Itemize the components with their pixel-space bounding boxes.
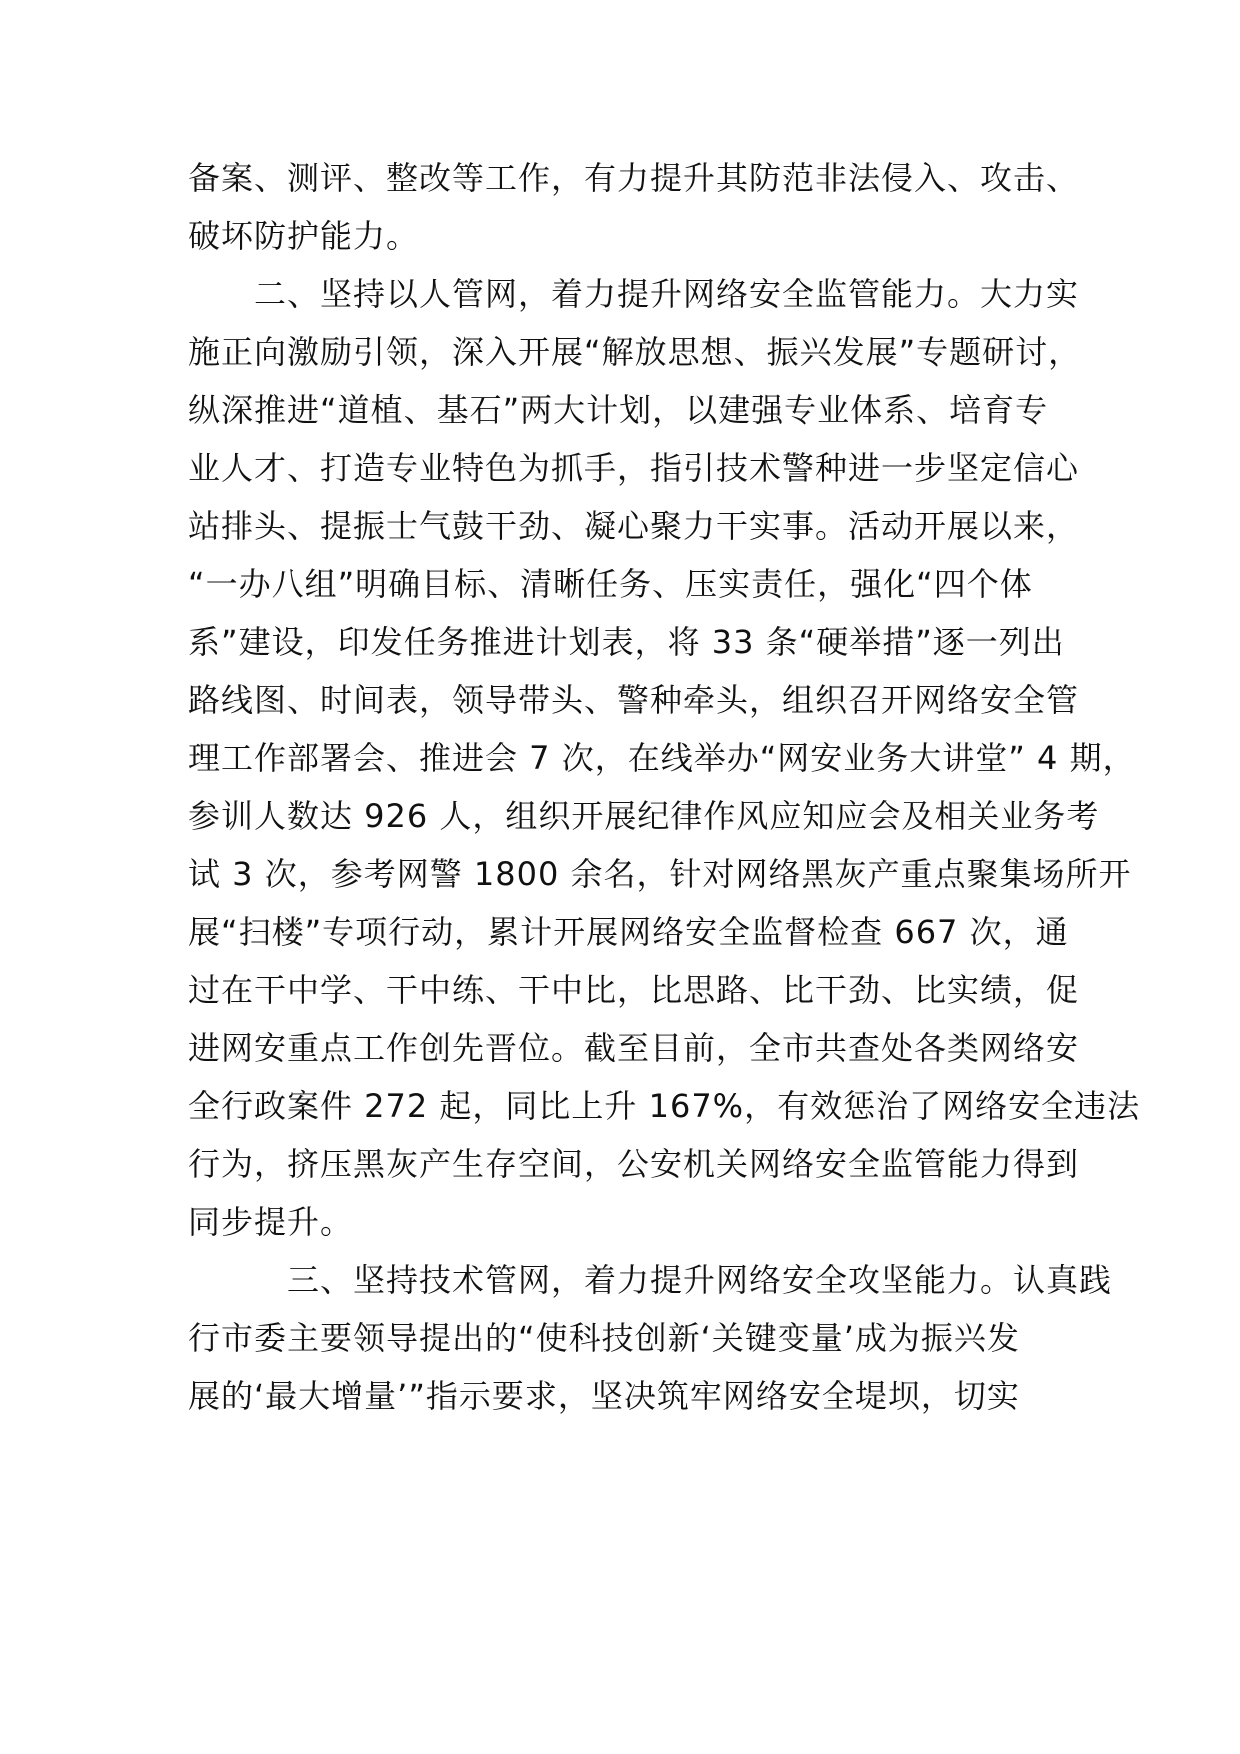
text-line: 试 3 次，参考网警 1800 余名，针对网络黑灰产重点聚集场所开 xyxy=(188,855,1132,893)
text-line: 纵深推进“道植、基石”两大计划，以建强专业体系、培育专 xyxy=(188,391,1049,429)
text-line: 破坏防护能力。 xyxy=(188,217,420,255)
text-line: 进网安重点工作创先晋位。截至目前，全市共查处各类网络安 xyxy=(188,1029,1080,1067)
text-line: 过在干中学、干中练、干中比，比思路、比干劲、比实绩，促 xyxy=(188,971,1080,1009)
text-line: 系”建设，印发任务推进计划表，将 33 条“硬举措”逐一列出 xyxy=(188,623,1065,661)
text-line: 业人才、打造专业特色为抓手，指引技术警种进一步坚定信心 xyxy=(188,449,1080,487)
text-line: 理工作部署会、推进会 7 次，在线举办“网安业务大讲堂” 4 期， xyxy=(188,739,1136,777)
text-line: “一办八组”明确目标、清晰任务、压实责任，强化“四个体 xyxy=(188,565,1033,603)
text-line: 参训人数达 926 人，组织开展纪律作风应知应会及相关业务考 xyxy=(188,797,1100,835)
text-line: 同步提升。 xyxy=(188,1203,354,1241)
text-line: 二、坚持以人管网，着力提升网络安全监管能力。大力实 xyxy=(188,275,1080,313)
text-line: 行为，挤压黑灰产生存空间，公安机关网络安全监管能力得到 xyxy=(188,1145,1080,1183)
text-line: 全行政案件 272 起，同比上升 167%，有效惩治了网络安全违法 xyxy=(188,1087,1141,1125)
text-line: 行市委主要领导提出的“使科技创新‘关键变量’成为振兴发 xyxy=(188,1319,1020,1357)
text-line: 施正向激励引领，深入开展“解放思想、振兴发展”专题研讨， xyxy=(188,333,1082,371)
text-line: 站排头、提振士气鼓干劲、凝心聚力干实事。活动开展以来， xyxy=(188,507,1080,545)
text-line: 路线图、时间表，领导带头、警种牵头，组织召开网络安全管 xyxy=(188,681,1080,719)
text-line: 展的‘最大增量’”指示要求，坚决筑牢网络安全堤坝，切实 xyxy=(188,1377,1020,1415)
text-line: 展“扫楼”专项行动，累计开展网络安全监督检查 667 次，通 xyxy=(188,913,1069,951)
text-line: 备案、测评、整改等工作，有力提升其防范非法侵入、攻击、 xyxy=(188,159,1080,197)
text-line: 三、坚持技术管网，着力提升网络安全攻坚能力。认真践 xyxy=(188,1261,1113,1299)
